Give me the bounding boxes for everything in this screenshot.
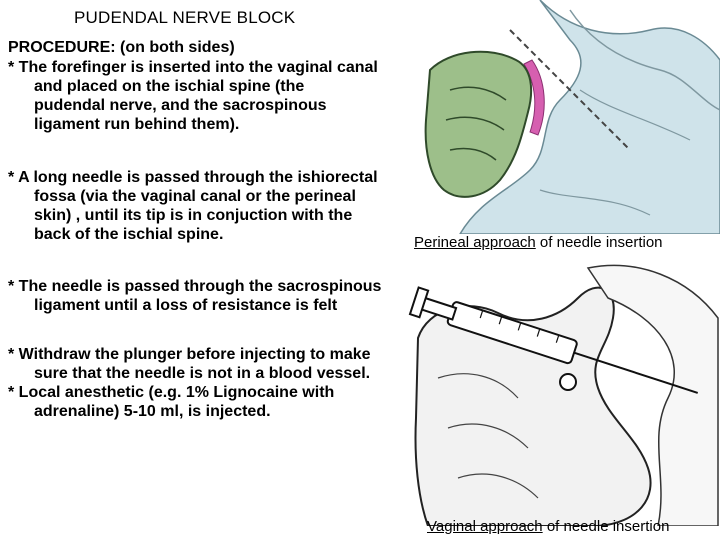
step-line: adrenaline) 5-10 ml, is injected. <box>34 403 271 420</box>
step-line: * Local anesthetic (e.g. 1% Lignocaine with <box>8 384 335 401</box>
step-line: and placed on the ischial spine (the <box>34 78 305 95</box>
step-withdraw-plunger <box>8 345 438 383</box>
vaginal-approach-label: Vaginal approach <box>427 518 543 535</box>
procedure-text <box>8 38 438 421</box>
step-line: sure that the needle is not in a blood vessel. <box>34 365 371 382</box>
perineal-approach-label: Perineal approach <box>414 234 536 251</box>
perineal-caption-rest: of needle insertion <box>535 234 663 251</box>
hand-shape <box>426 52 531 197</box>
step-sacrospinous <box>8 277 438 315</box>
page-title: PUDENDAL NERVE BLOCK <box>74 8 296 27</box>
step-line: ligament until a loss of resistance is felt <box>34 297 338 314</box>
step-line: * The forefinger is inserted into the vaginal canal <box>8 59 378 76</box>
step-line: fossa (via the vaginal canal or the perineal <box>34 188 356 205</box>
step-line: ligament run behind them). <box>34 116 240 133</box>
finger-ring <box>560 374 576 390</box>
step-line: pudendal nerve, and the sacrospinous <box>34 97 327 114</box>
step-forefinger <box>8 58 438 134</box>
step-line: * A long needle is passed through the ishiorectal <box>8 169 378 186</box>
perineal-approach-caption <box>414 234 663 251</box>
vaginal-approach-caption <box>427 518 669 535</box>
vaginal-illustration-svg <box>408 258 720 526</box>
vaginal-approach-illustration <box>408 258 720 526</box>
step-local-anesthetic <box>8 383 438 421</box>
step-needle-passage <box>8 168 438 244</box>
procedure-heading: PROCEDURE: (on both sides) <box>8 39 235 56</box>
step-line: back of the ischial spine. <box>34 226 224 243</box>
step-line: skin) , until its tip is in conjuction with the <box>34 207 353 224</box>
step-line: * Withdraw the plunger before injecting to make <box>8 346 371 363</box>
perineal-illustration-svg <box>420 0 720 234</box>
perineal-approach-illustration <box>420 0 720 234</box>
vaginal-caption-rest: of needle insertion <box>542 518 670 535</box>
step-line: * The needle is passed through the sacrospinous <box>8 278 382 295</box>
